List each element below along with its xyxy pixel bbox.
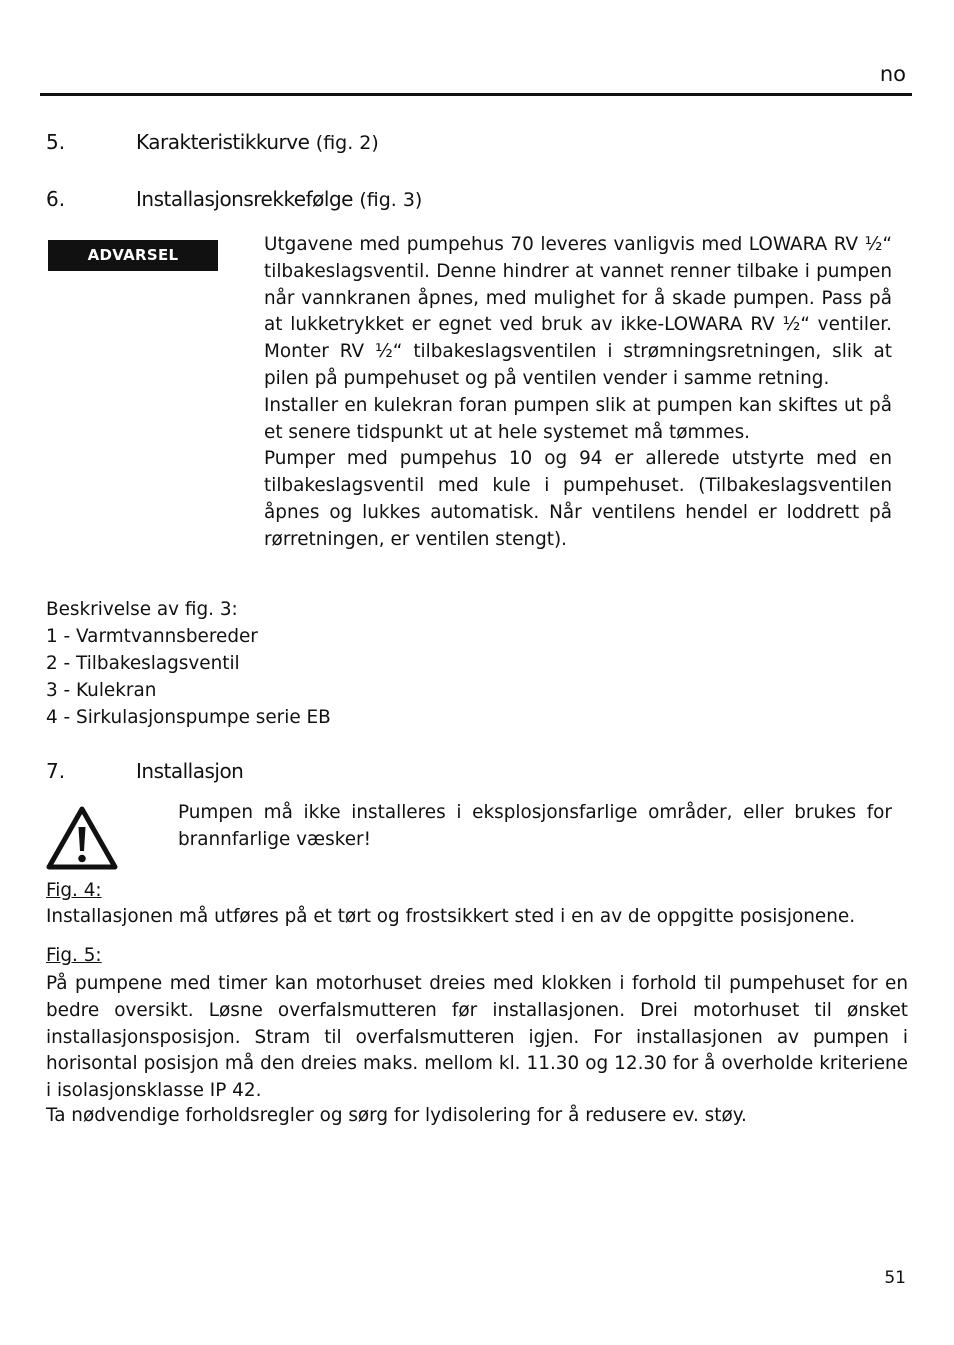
section-6-fig-ref: (fig. 3) xyxy=(359,189,423,211)
section-5-title: Karakteristikkurve xyxy=(136,130,310,154)
advarsel-badge: ADVARSEL xyxy=(48,240,218,271)
advarsel-text xyxy=(264,232,892,554)
section-6-number: 6. xyxy=(46,187,66,211)
warning-triangle-icon xyxy=(46,806,118,870)
language-code: no xyxy=(879,62,906,86)
advarsel-paragraph-2: Installer en kulekran foran pumpen slik at pumpen kan skiftes ut på et senere tidspunkt ut at hele systemet må tømmes. xyxy=(264,394,892,443)
header-rule xyxy=(40,93,912,96)
explosion-warning-text: Pumpen må ikke installeres i eksplosjonsfarlige områder, eller brukes for brannfarlige væsker! xyxy=(178,802,892,850)
section-7-title: Installasjon xyxy=(136,759,244,783)
description-item: 2 - Tilbakeslagsventil xyxy=(46,653,240,674)
section-7-heading xyxy=(46,759,243,783)
figure-3-description xyxy=(46,596,331,731)
section-6-heading xyxy=(46,187,422,211)
section-6-title: Installasjonsrekkefølge xyxy=(136,187,353,211)
page-number: 51 xyxy=(884,1268,906,1288)
section-5-number: 5. xyxy=(46,130,66,154)
fig-4-text: Installasjonen må utføres på et tørt og frostsikkert sted i en av de oppgitte posisjonene. xyxy=(46,906,856,927)
advarsel-paragraph-3: Pumper med pumpehus 10 og 94 er allerede utstyrte med en tilbakeslagsventil med kule i pumpehuset. (Tilbakeslagsventilen åpnes og lukkes automatisk. Når ventilens hendel er loddrett på rørretningen, er ventilen stengt). xyxy=(264,448,892,550)
fig-5-text: På pumpene med timer kan motorhuset dreies med klokken i forhold til pumpehuset for en bedre oversikt. Løsne overfalsmutteren før installasjonen. Drei motorhuset til ønsket installasjonsposisjon. Stram til overfalsmutteren igjen. For installasjonen av pumpen i horisontal posisjon må den dreies maks. mellom kl. 11.30 og 12.30 for å overholde kriteriene i isolasjonsklasse IP 42. xyxy=(46,973,908,1102)
description-item: 1 - Varmtvannsbereder xyxy=(46,626,258,647)
section-5-heading xyxy=(46,130,379,154)
section-7-number: 7. xyxy=(46,759,66,783)
description-item: 4 - Sirkulasjonspumpe serie EB xyxy=(46,707,331,728)
fig-5-text-2: Ta nødvendige forholdsregler og sørg for lydisolering for å redusere ev. støy. xyxy=(46,1105,747,1126)
description-item: 3 - Kulekran xyxy=(46,680,157,701)
fig-4-label: Fig. 4: xyxy=(46,880,102,901)
description-title: Beskrivelse av fig. 3: xyxy=(46,599,238,620)
fig-5-label: Fig. 5: xyxy=(46,945,102,966)
section-5-fig-ref: (fig. 2) xyxy=(315,132,379,154)
advarsel-paragraph-1: Utgavene med pumpehus 70 leveres vanligvis med LOWARA RV ½“ tilbakeslagsventil. Denne hindrer at vannet renner tilbake i pumpen når vannkranen åpnes, med mulighet for å skade pumpen. Pass på at lukketrykket er egnet ved bruk av ikke-LOWARA RV ½“ ventiler. Monter RV ½“ tilbakeslagsventilen i strømningsretningen, slik at pilen på pumpehuset og på ventilen vender i samme retning. xyxy=(264,234,892,389)
